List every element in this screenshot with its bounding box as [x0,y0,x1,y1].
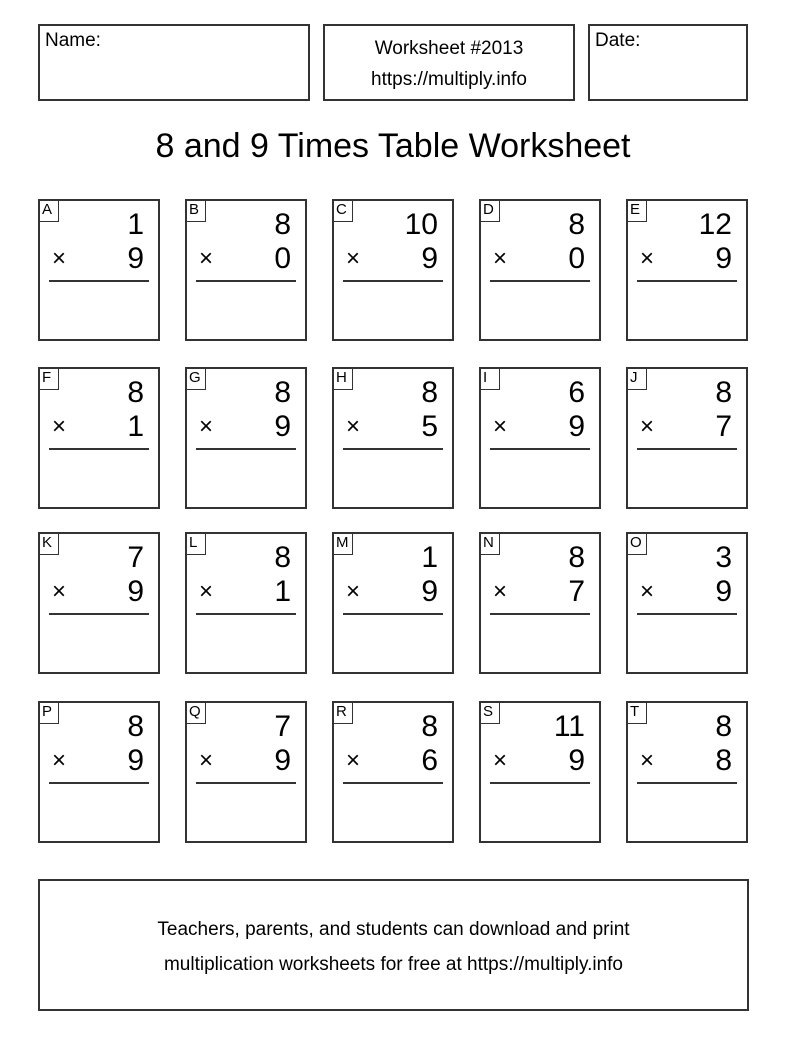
multiplicand: 1 [421,541,438,574]
multiplicand: 6 [568,376,585,409]
answer-line [343,782,443,784]
multiply-sign-icon: × [199,578,214,605]
problem-letter: E [626,199,647,222]
multiplicand: 7 [274,710,291,743]
multiplier: 9 [568,410,585,443]
multiply-sign-icon: × [52,413,67,440]
multiplier: 0 [568,242,585,275]
problem-card-s[interactable] [479,701,601,843]
problem-card-c[interactable] [332,199,454,341]
multiply-sign-icon: × [493,747,508,774]
problem-card-l[interactable] [185,532,307,674]
multiplicand: 8 [421,710,438,743]
problem-letter: L [185,532,206,555]
multiplier: 8 [715,744,732,777]
problem-card-a[interactable] [38,199,160,341]
problem-card-q[interactable] [185,701,307,843]
answer-line [196,448,296,450]
problem-card-r[interactable] [332,701,454,843]
date-field-box[interactable] [588,24,748,101]
multiplier: 9 [715,575,732,608]
problem-letter: H [332,367,353,390]
footer-line-1: Teachers, parents, and students can download and print [157,919,630,940]
problem-letter: B [185,199,206,222]
problem-card-f[interactable] [38,367,160,509]
answer-line [637,782,737,784]
problem-card-d[interactable] [479,199,601,341]
problem-letter: P [38,701,59,724]
problem-letter: N [479,532,500,555]
answer-line [49,782,149,784]
name-label: Name: [45,30,101,51]
problem-card-o[interactable] [626,532,748,674]
footer-box [38,879,749,1011]
problem-card-n[interactable] [479,532,601,674]
multiplicand: 10 [404,208,438,241]
multiplicand: 11 [553,710,585,743]
multiplier: 7 [568,575,585,608]
multiplier: 9 [127,744,144,777]
multiplier: 6 [421,744,438,777]
problem-letter: Q [185,701,206,724]
multiply-sign-icon: × [640,245,655,272]
answer-line [196,613,296,615]
multiplicand: 8 [715,710,732,743]
multiplicand: 8 [568,208,585,241]
multiplicand: 8 [568,541,585,574]
problem-letter: T [626,701,647,724]
multiplicand: 8 [274,208,291,241]
answer-line [490,448,590,450]
problem-card-m[interactable] [332,532,454,674]
multiplicand: 8 [715,376,732,409]
problem-letter: C [332,199,353,222]
problem-card-j[interactable] [626,367,748,509]
answer-line [49,280,149,282]
problem-card-e[interactable] [626,199,748,341]
problem-card-p[interactable] [38,701,160,843]
name-field-box[interactable] [38,24,310,101]
multiplicand: 8 [127,710,144,743]
answer-line [343,448,443,450]
worksheet-url: https://multiply.info [371,69,527,90]
problem-letter: S [479,701,500,724]
multiplicand: 1 [127,208,144,241]
problem-card-g[interactable] [185,367,307,509]
multiply-sign-icon: × [346,747,361,774]
multiplicand: 7 [127,541,144,574]
multiplicand: 12 [698,208,732,241]
problem-letter: R [332,701,353,724]
multiplicand: 8 [274,376,291,409]
answer-line [343,613,443,615]
multiply-sign-icon: × [346,413,361,440]
answer-line [49,613,149,615]
multiplier: 5 [421,410,438,443]
multiplier: 9 [568,744,585,777]
multiplier: 9 [127,242,144,275]
multiply-sign-icon: × [346,578,361,605]
problem-letter: F [38,367,59,390]
answer-line [490,280,590,282]
multiply-sign-icon: × [640,747,655,774]
multiplicand: 8 [127,376,144,409]
answer-line [637,613,737,615]
answer-line [637,448,737,450]
answer-line [490,782,590,784]
multiply-sign-icon: × [52,747,67,774]
multiplicand: 8 [274,541,291,574]
multiplier: 9 [127,575,144,608]
page-title: 8 and 9 Times Table Worksheet [155,127,631,165]
answer-line [637,280,737,282]
problem-letter: I [479,367,500,390]
problem-letter: K [38,532,59,555]
multiplier: 9 [715,242,732,275]
worksheet-number: Worksheet #2013 [374,38,524,59]
multiply-sign-icon: × [199,245,214,272]
problem-card-h[interactable] [332,367,454,509]
multiplier: 9 [421,575,438,608]
worksheet-info-box [323,24,575,101]
multiply-sign-icon: × [199,413,214,440]
problem-letter: J [626,367,647,390]
answer-line [49,448,149,450]
multiply-sign-icon: × [52,578,67,605]
multiplier: 1 [274,575,291,608]
problem-letter: G [185,367,206,390]
problem-letter: M [332,532,353,555]
problem-letter: O [626,532,647,555]
multiplier: 7 [715,410,732,443]
multiplicand: 8 [421,376,438,409]
problem-card-b[interactable] [185,199,307,341]
multiplier: 9 [274,744,291,777]
answer-line [196,280,296,282]
answer-line [343,280,443,282]
multiply-sign-icon: × [640,578,655,605]
footer-line-2: multiplication worksheets for free at https://multiply.info [163,954,623,975]
multiplier: 0 [274,242,291,275]
multiply-sign-icon: × [493,578,508,605]
multiply-sign-icon: × [52,245,67,272]
answer-line [490,613,590,615]
multiply-sign-icon: × [493,245,508,272]
multiply-sign-icon: × [493,413,508,440]
problem-card-k[interactable] [38,532,160,674]
problem-card-t[interactable] [626,701,748,843]
multiplicand: 3 [715,541,732,574]
multiply-sign-icon: × [346,245,361,272]
multiplier: 9 [421,242,438,275]
answer-line [196,782,296,784]
problem-letter: D [479,199,500,222]
multiplier: 1 [127,410,144,443]
multiplier: 9 [274,410,291,443]
date-label: Date: [595,30,641,51]
multiply-sign-icon: × [640,413,655,440]
multiply-sign-icon: × [199,747,214,774]
problem-letter: A [38,199,59,222]
problem-card-i[interactable] [479,367,601,509]
